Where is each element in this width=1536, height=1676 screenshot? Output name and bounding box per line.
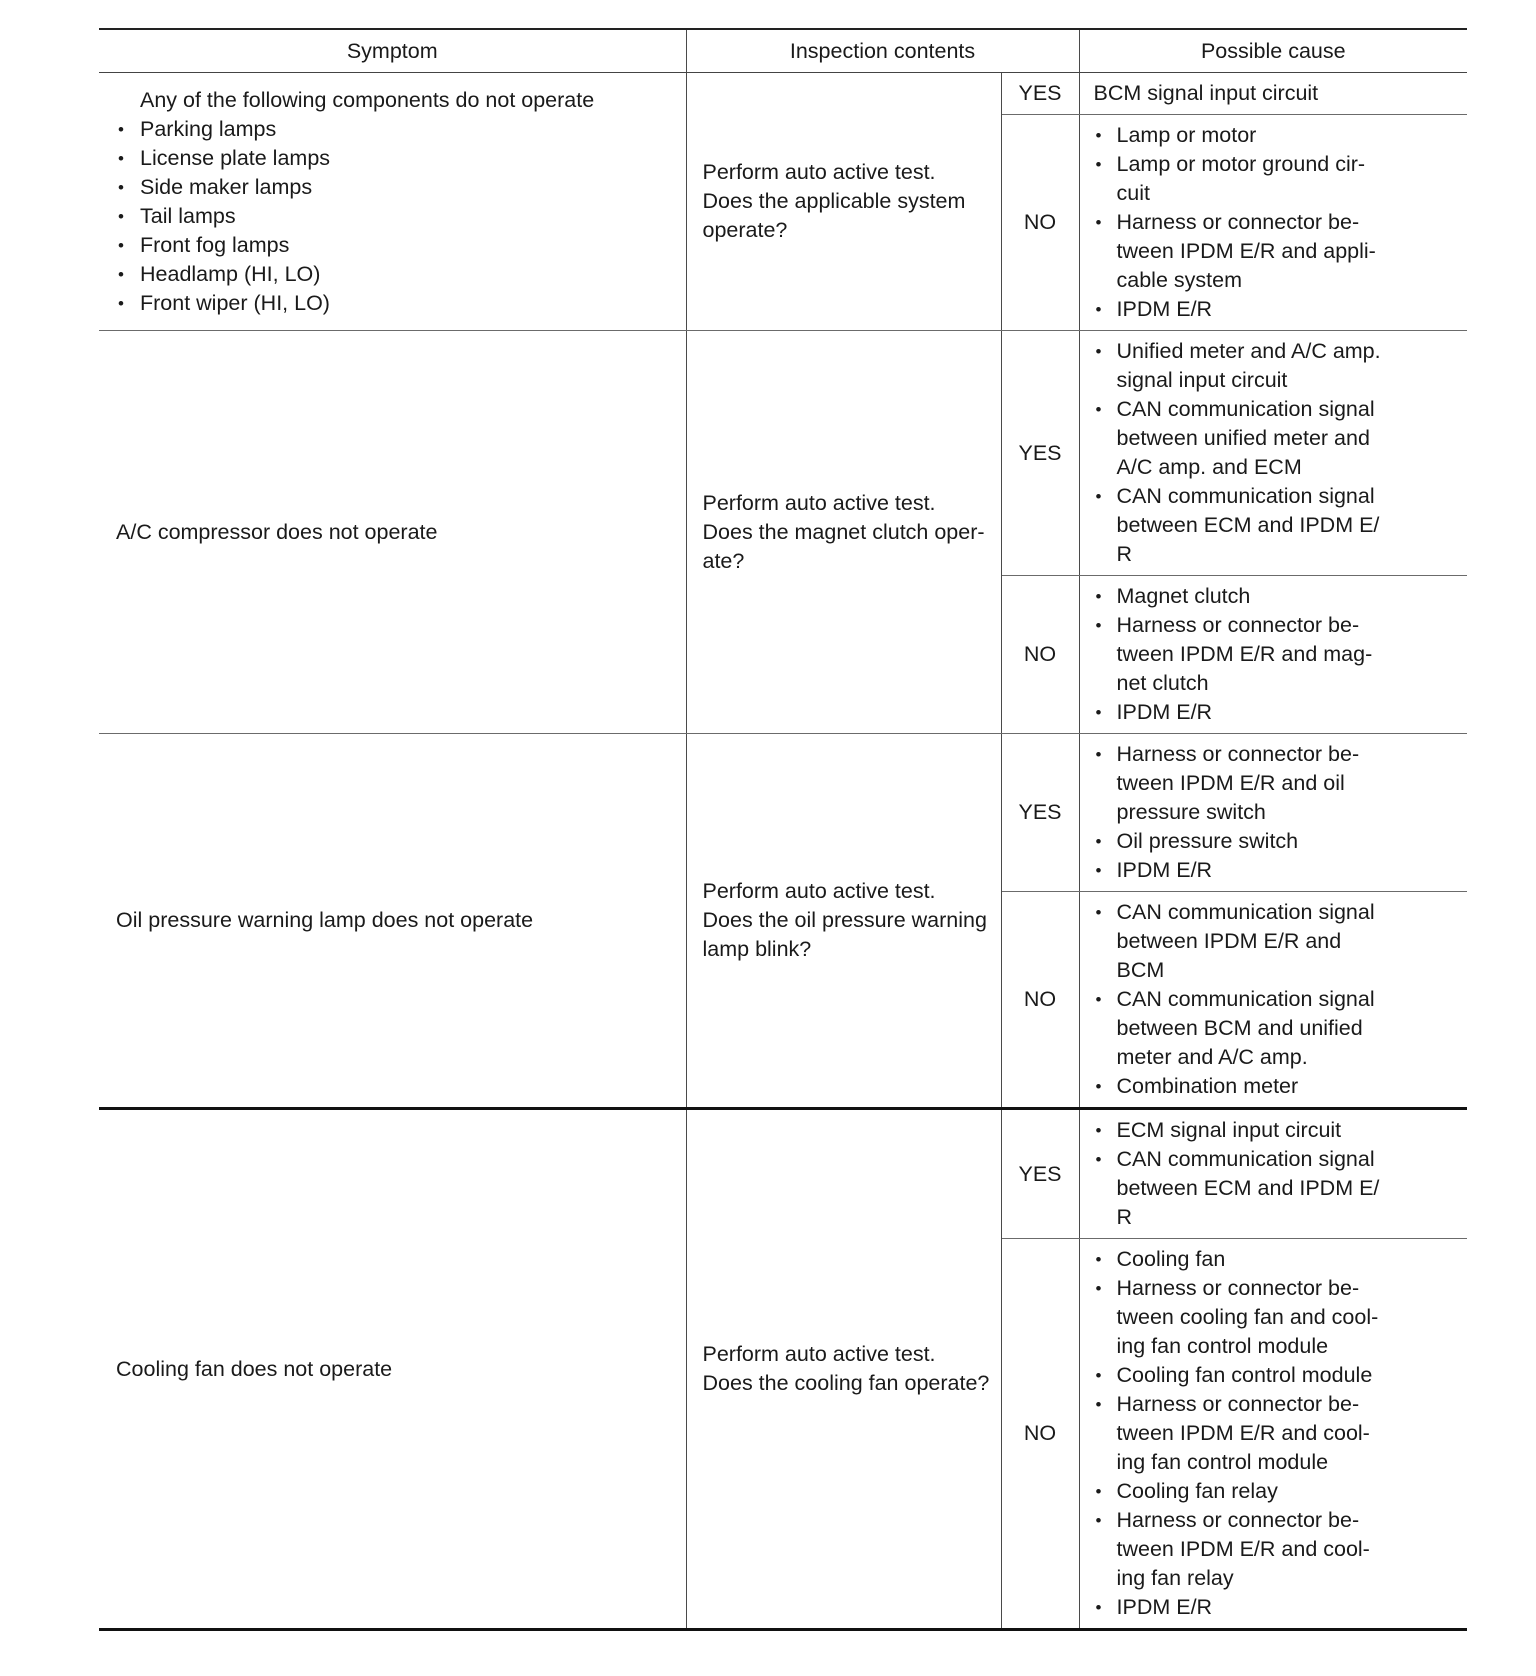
list-item: • CAN communication signal between ECM and IPDM E/ R: [1094, 1145, 1462, 1232]
table-row: [99, 734, 1467, 892]
inspection-cell: [686, 73, 1001, 331]
list-item: • Unified meter and A/C amp. signal input circuit: [1094, 337, 1462, 395]
list-item: • IPDM E/R: [1094, 1593, 1462, 1622]
result-no: NO: [1001, 1239, 1079, 1630]
inspection-line: ate?: [702, 548, 745, 573]
list-item: • Lamp or motor ground cir- cuit: [1094, 150, 1462, 208]
table-row: [99, 1109, 1467, 1239]
inspection-line: operate?: [702, 218, 788, 242]
list-item: • Combination meter: [1094, 1072, 1462, 1101]
symptom-cell: Oil pressure warning lamp does not operate: [99, 734, 686, 1109]
list-item: • Cooling fan: [1094, 1245, 1462, 1274]
cause-list: [1094, 582, 1462, 727]
list-item: • Cooling fan control module: [1094, 1361, 1462, 1390]
header-possible-cause: Possible cause: [1079, 29, 1467, 73]
list-item: • Oil pressure switch: [1094, 827, 1462, 856]
list-item: • CAN communication signal between ECM and IPDM E/ R: [1094, 482, 1462, 569]
list-item: • CAN communication signal between IPDM E/R and BCM: [1094, 898, 1462, 985]
list-item: • Harness or connector be- tween IPDM E/R and mag- net clutch: [1094, 611, 1462, 698]
list-item: • Cooling fan relay: [1094, 1477, 1462, 1506]
cause-list: [1094, 337, 1462, 569]
list-item: • IPDM E/R: [1094, 698, 1462, 727]
list-item: • Tail lamps: [116, 202, 686, 231]
cause-list: [1094, 1116, 1462, 1232]
result-no: NO: [1001, 892, 1079, 1109]
list-item: • Harness or connector be- tween IPDM E/R and cool- ing fan relay: [1094, 1506, 1462, 1593]
inspection-cell: [686, 734, 1001, 1109]
result-no: NO: [1001, 115, 1079, 331]
cause-cell: [1079, 576, 1467, 734]
header-symptom: Symptom: [99, 29, 686, 73]
inspection-line: Does the applicable system: [702, 189, 966, 213]
table-row: [99, 73, 1467, 115]
list-item: • Harness or connector be- tween IPDM E/R and appli- cable system: [1094, 208, 1462, 295]
list-item: • Harness or connector be- tween cooling fan and cool- ing fan control module: [1094, 1274, 1462, 1361]
list-item: • ECM signal input circuit: [1094, 1116, 1462, 1145]
symptom-cell: Cooling fan does not operate: [99, 1109, 686, 1630]
inspection-line: Perform auto active test.: [702, 160, 936, 184]
list-item: • CAN communication signal between unified meter and A/C amp. and ECM: [1094, 395, 1462, 482]
list-item: • Front fog lamps: [116, 231, 686, 260]
result-yes: YES: [1001, 1109, 1079, 1239]
cause-list: [1094, 1245, 1462, 1622]
inspection-line: Perform auto active test.: [702, 1342, 936, 1366]
cause-cell: [1079, 1109, 1467, 1239]
inspection-line: Does the magnet clutch oper-: [702, 519, 985, 544]
list-item: • Magnet clutch: [1094, 582, 1462, 611]
cause-cell: [1079, 892, 1467, 1109]
list-item: • IPDM E/R: [1094, 856, 1462, 885]
list-item: • Front wiper (HI, LO): [116, 289, 686, 318]
cause-list: [1094, 898, 1462, 1101]
symptom-intro: Any of the following components do not operate: [140, 87, 595, 112]
symptom-list: [116, 115, 686, 318]
cause-cell: [1079, 734, 1467, 892]
cause-cell: BCM signal input circuit: [1079, 73, 1467, 115]
header-inspection: Inspection contents: [686, 29, 1079, 73]
inspection-line: Does the cooling fan operate?: [702, 1371, 990, 1395]
inspection-cell: [686, 331, 1001, 734]
symptom-cell: [99, 73, 686, 331]
list-item: • Parking lamps: [116, 115, 686, 144]
diagnosis-table-container: [99, 28, 1467, 1631]
list-item: • IPDM E/R: [1094, 295, 1462, 324]
symptom-cell: A/C compressor does not operate: [99, 331, 686, 734]
cause-cell: [1079, 115, 1467, 331]
inspection-cell: [686, 1109, 1001, 1630]
cause-list: [1094, 740, 1462, 885]
list-item: • Harness or connector be- tween IPDM E/R and cool- ing fan control module: [1094, 1390, 1462, 1477]
cause-list: [1094, 121, 1462, 324]
list-item: • Harness or connector be- tween IPDM E/R and oil pressure switch: [1094, 740, 1462, 827]
diagnosis-table: [99, 28, 1467, 1631]
list-item: • Headlamp (HI, LO): [116, 260, 686, 289]
result-yes: YES: [1001, 331, 1079, 576]
cause-cell: [1079, 331, 1467, 576]
list-item: • Lamp or motor: [1094, 121, 1462, 150]
result-yes: YES: [1001, 734, 1079, 892]
inspection-line: lamp blink?: [702, 937, 812, 961]
table-row: [99, 331, 1467, 576]
result-no: NO: [1001, 576, 1079, 734]
header-row: [99, 29, 1467, 73]
inspection-line: Perform auto active test.: [702, 490, 936, 515]
inspection-line: Does the oil pressure warning: [702, 908, 987, 932]
list-item: • CAN communication signal between BCM and unified meter and A/C amp.: [1094, 985, 1462, 1072]
result-yes: YES: [1001, 73, 1079, 115]
cause-cell: [1079, 1239, 1467, 1630]
list-item: • License plate lamps: [116, 144, 686, 173]
list-item: • Side maker lamps: [116, 173, 686, 202]
inspection-line: Perform auto active test.: [702, 879, 936, 903]
